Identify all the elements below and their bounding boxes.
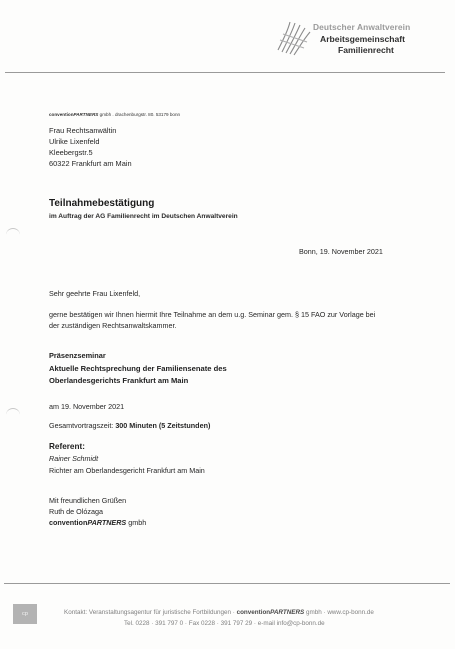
closing-greeting: Mit freundlichen Grüßen [49,496,127,505]
letter-date: Bonn, 19. November 2021 [299,247,383,256]
salutation: Sehr geehrte Frau Lixenfeld, [49,289,141,298]
footer-divider [4,583,450,584]
referent-label: Referent: [49,442,85,451]
closing-company-bold: convention [49,518,88,527]
referent-role: Richter am Oberlandesgericht Frankfurt am Main [49,466,205,475]
cp-logo: cp [13,604,37,624]
referent-name: Rainer Schmidt [49,454,99,463]
org-name-line1: Deutscher Anwaltverein [313,22,411,32]
closing-signatory: Ruth de Olózaga [49,507,103,516]
closing-company-italic: PARTNERS [87,518,127,527]
closing-company [49,518,146,527]
scan-mark [6,228,20,237]
footer-website: gmbh · www.cp-bonn.de [304,609,374,616]
address-line-4: 60322 Frankfurt am Main [49,159,132,168]
seminar-title-line2: Oberlandesgerichts Frankfurt am Main [49,376,189,385]
seminar-type: Präsenzseminar [49,351,106,360]
total-time-value: 300 Minuten (5 Zeitstunden) [115,421,211,430]
footer-company-bold: convention [236,609,271,616]
document-title: Teilnahmebestätigung [49,198,155,209]
total-time-label: Gesamtvortragszeit: [49,421,116,430]
seminar-date: am 19. November 2021 [49,402,125,411]
address-line-2: Ulrike Lixenfeld [49,137,100,146]
footer-contact-line [64,609,374,616]
address-line-3: Kleebergstr.5 [49,148,93,157]
org-name-line3: Familienrecht [338,45,394,55]
footer-company-italic: PARTNERS [270,609,305,616]
footer-phone-line: Tel. 0228 · 391 797 0 · Fax 0228 · 391 797 29 · e-mail info@cp-bonn.de [124,620,325,627]
org-name-line2: Arbeitsgemeinschaft [320,34,406,44]
seminar-title-line1: Aktuelle Rechtsprechung der Familiensenate des [49,364,227,373]
dav-logo-icon [274,20,314,56]
sender-line [49,112,180,117]
sender-name-bold: convention [49,112,74,117]
header-divider [5,72,445,73]
sender-name-italic: PARTNERS [73,112,99,117]
closing-company-rest: gmbh [126,518,147,527]
scan-mark [6,408,20,417]
address-line-1: Frau Rechtsanwältin [49,126,117,135]
body-paragraph: gerne bestätigen wir Ihnen hiermit Ihre Teilnahme an dem u.g. Seminar gem. § 15 FAO zur Vorlage bei der zuständigen Rechtsanwaltskammer. [49,310,376,330]
document-subtitle: im Auftrag der AG Familienrecht im Deutschen Anwaltverein [49,213,238,220]
total-time [49,421,210,430]
sender-address: gmbh . drachenburgstr. 80. 53179 bonn [98,112,181,117]
footer-contact-text: Kontakt: Veranstaltungsagentur für juristische Fortbildungen · [64,609,237,616]
